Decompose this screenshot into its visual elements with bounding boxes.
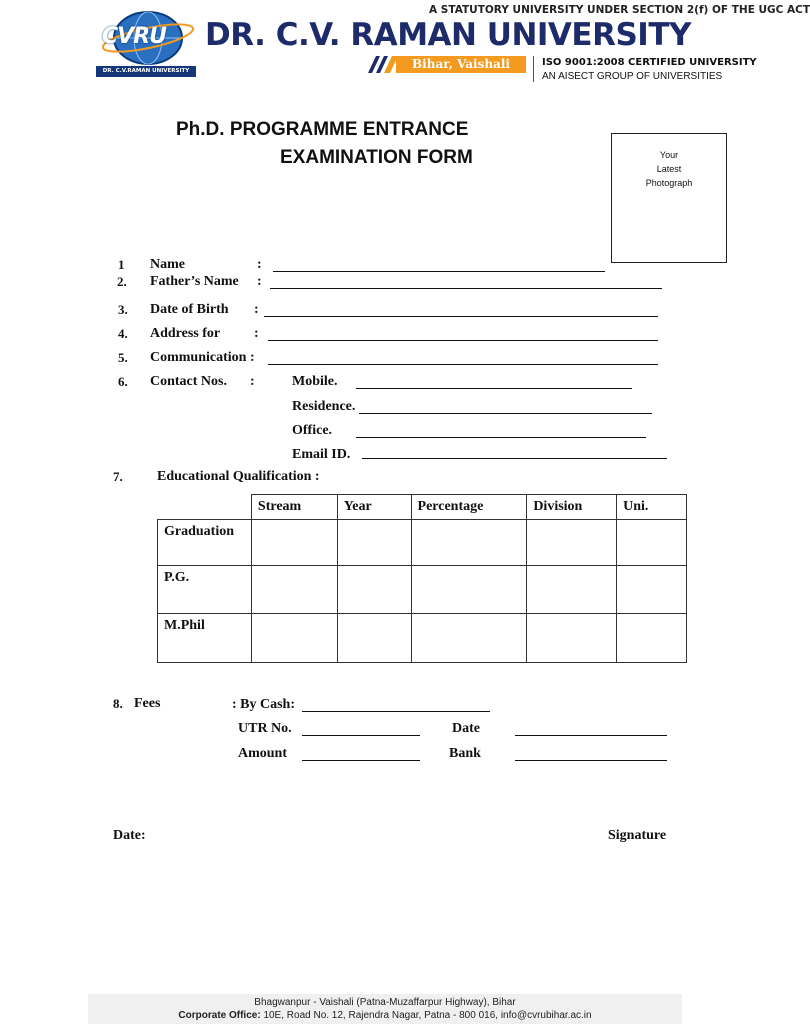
table-cell[interactable] xyxy=(617,520,687,566)
dob-colon: : xyxy=(254,302,259,317)
dob-label: Date of Birth xyxy=(150,302,229,317)
university-logo xyxy=(96,10,198,76)
table-cell[interactable] xyxy=(527,566,617,614)
utr-label: UTR No. xyxy=(238,721,292,736)
table-header-row xyxy=(158,495,687,520)
education-label: Educational Qualification : xyxy=(157,469,320,484)
office-label: Office. xyxy=(292,423,333,438)
table-cell[interactable] xyxy=(251,520,337,566)
table-row xyxy=(158,566,687,614)
column-header-stream: Stream xyxy=(251,495,337,520)
column-header-uni: Uni. xyxy=(617,495,687,520)
mobile-input-line[interactable] xyxy=(356,388,632,389)
office-input-line[interactable] xyxy=(356,437,646,438)
father-name-input-line[interactable] xyxy=(270,288,662,289)
field-number-contact: 6. xyxy=(118,374,128,389)
by-cash-label: : By Cash: xyxy=(232,697,296,712)
table-row xyxy=(158,520,687,566)
contact-colon: : xyxy=(250,374,255,389)
field-number-address: 4. xyxy=(118,326,128,341)
address-input-line[interactable] xyxy=(268,340,658,341)
father-name-colon: : xyxy=(257,274,262,289)
form-title-line1: Ph.D. PROGRAMME ENTRANCE xyxy=(176,119,469,140)
fees-label: Fees xyxy=(134,696,161,711)
row-label-graduation: Graduation xyxy=(158,520,252,566)
stripes-decoration-icon xyxy=(368,56,398,73)
field-number-dob: 3. xyxy=(118,302,128,317)
field-number-fees: 8. xyxy=(113,696,123,711)
table-cell[interactable] xyxy=(337,614,411,663)
communication-input-line[interactable] xyxy=(268,364,658,365)
signature-label: Signature xyxy=(608,828,667,843)
communication-label: Communication : xyxy=(150,350,255,365)
column-header-year: Year xyxy=(337,495,411,520)
fee-date-input-line[interactable] xyxy=(515,735,667,736)
bank-input-line[interactable] xyxy=(515,760,667,761)
education-table xyxy=(157,494,687,663)
table-cell[interactable] xyxy=(411,566,527,614)
header-divider xyxy=(533,56,534,82)
date-label: Date: xyxy=(113,828,146,843)
logo-subtitle: DR. C.V.RAMAN UNIVERSITY xyxy=(96,66,196,77)
field-number-education: 7. xyxy=(113,469,123,484)
amount-input-line[interactable] xyxy=(302,760,420,761)
statutory-line: A STATUTORY UNIVERSITY UNDER SECTION 2(f) OF THE UGC ACT xyxy=(429,4,810,16)
table-cell[interactable] xyxy=(337,566,411,614)
iso-certification: ISO 9001:2008 CERTIFIED UNIVERSITY xyxy=(542,57,757,68)
row-label-mphil: M.Phil xyxy=(158,614,252,663)
name-colon: : xyxy=(257,257,262,272)
place-badge: Bihar, Vaishali xyxy=(396,56,526,73)
by-cash-input-line[interactable] xyxy=(302,711,490,712)
table-cell[interactable] xyxy=(251,614,337,663)
table-cell[interactable] xyxy=(527,614,617,663)
address-label: Address for xyxy=(150,326,221,341)
residence-input-line[interactable] xyxy=(359,413,652,414)
address-colon: : xyxy=(254,326,259,341)
footer-address xyxy=(88,994,682,1024)
utr-input-line[interactable] xyxy=(302,735,420,736)
contact-label: Contact Nos. xyxy=(150,374,227,389)
logo-text: CVRU xyxy=(102,24,166,49)
table-header-blank xyxy=(158,495,252,520)
bank-label: Bank xyxy=(449,746,481,761)
father-name-label: Father’s Name xyxy=(150,274,239,289)
email-input-line[interactable] xyxy=(362,458,667,459)
amount-label: Amount xyxy=(238,746,288,761)
table-cell[interactable] xyxy=(411,614,527,663)
row-label-pg: P.G. xyxy=(158,566,252,614)
table-cell[interactable] xyxy=(617,566,687,614)
photo-caption: Your Latest Photograph xyxy=(645,150,693,188)
fee-date-label: Date xyxy=(452,721,480,736)
corporate-office-address: 10E, Road No. 12, Rajendra Nagar, Patna - 800 016, info@cvrubihar.ac.in xyxy=(263,1010,592,1021)
table-row xyxy=(158,614,687,663)
footer-line1: Bhagwanpur - Vaishali (Patna-Muzaffarpur Highway), Bihar xyxy=(254,997,516,1008)
field-number-father: 2. xyxy=(117,274,127,289)
field-number-communication: 5. xyxy=(118,350,128,365)
field-number-name: 1 xyxy=(118,257,125,272)
table-cell[interactable] xyxy=(527,520,617,566)
name-input-line[interactable] xyxy=(273,271,605,272)
form-title-line2: EXAMINATION FORM xyxy=(280,147,473,168)
mobile-label: Mobile. xyxy=(292,374,338,389)
residence-label: Residence. xyxy=(292,399,356,414)
university-name: DR. C.V. RAMAN UNIVERSITY xyxy=(205,17,691,53)
email-label: Email ID. xyxy=(292,447,351,462)
column-header-division: Division xyxy=(527,495,617,520)
corporate-office-label: Corporate Office: xyxy=(178,1010,261,1021)
group-line: AN AISECT GROUP OF UNIVERSITIES xyxy=(542,71,723,82)
table-cell[interactable] xyxy=(251,566,337,614)
name-label: Name xyxy=(150,257,185,272)
table-cell[interactable] xyxy=(411,520,527,566)
footer-line2 xyxy=(88,1009,682,1022)
photo-box[interactable] xyxy=(611,133,727,263)
table-cell[interactable] xyxy=(617,614,687,663)
column-header-percentage: Percentage xyxy=(411,495,527,520)
dob-input-line[interactable] xyxy=(264,316,658,317)
table-cell[interactable] xyxy=(337,520,411,566)
